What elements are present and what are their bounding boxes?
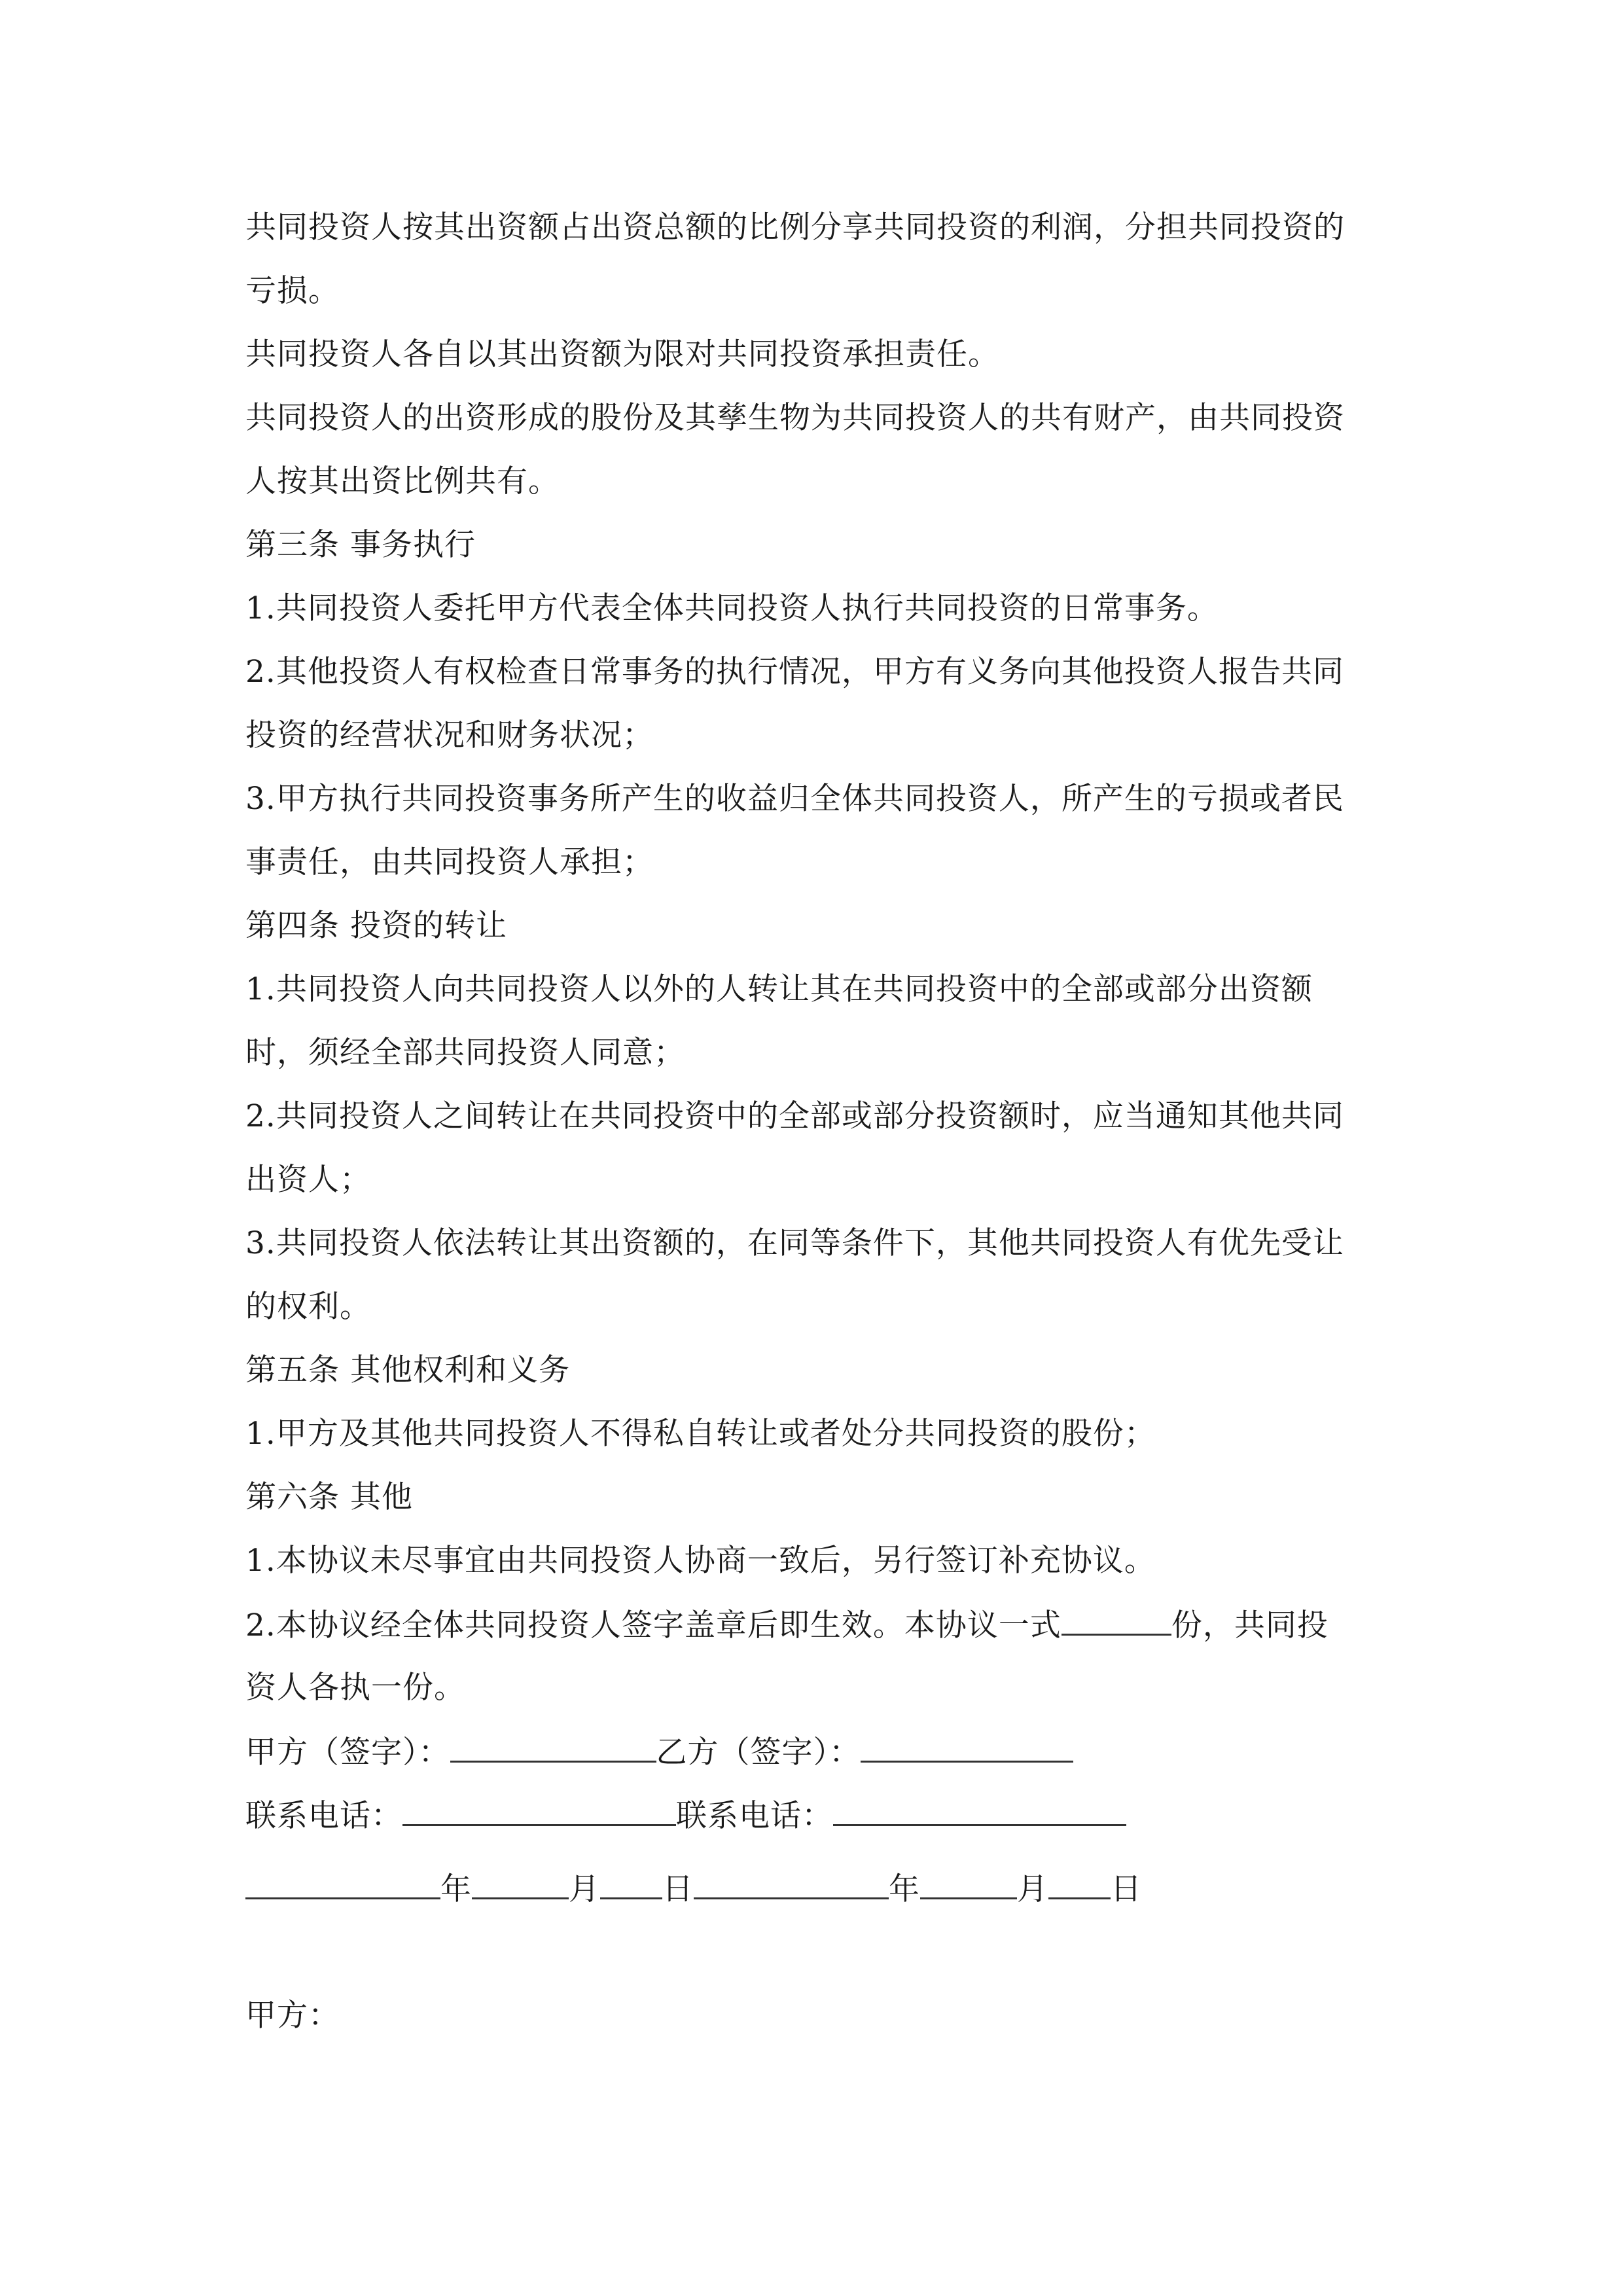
day-b-blank: [1048, 1869, 1111, 1899]
phone-line: [245, 1795, 1384, 1835]
paragraph-line: 出资人；: [245, 1162, 371, 1198]
signature-line: [245, 1732, 1384, 1771]
paragraph-line: 资人各执一份。: [245, 1670, 465, 1706]
year-b-blank: [694, 1869, 889, 1899]
paragraph-line: 1.甲方及其他共同投资人不得私自转让或者处分共同投资的股份；: [245, 1416, 1156, 1452]
month-a-blank: [472, 1869, 569, 1899]
year-a-label: 年: [440, 1871, 472, 1907]
paragraph-line: 1.共同投资人向共同投资人以外的人转让其在共同投资中的全部或部分出资额: [245, 971, 1313, 1007]
copies-blank: [1061, 1605, 1171, 1636]
party-b-sign-label: 乙方（签字）：: [656, 1734, 861, 1770]
paragraph-line: 3.共同投资人依法转让其出资额的，在同等条件下，其他共同投资人有优先受让: [245, 1225, 1344, 1261]
paragraph-line: 2.共同投资人之间转让在共同投资中的全部或部分投资额时，应当通知其他共同: [245, 1098, 1344, 1134]
party-a-sign-label: 甲方（签字）：: [245, 1734, 450, 1770]
paragraph-line: 1.本协议未尽事宜由共同投资人协商一致后，另行签订补充协议。: [245, 1543, 1156, 1579]
paragraph-line: 亏损。: [245, 273, 340, 309]
day-a-blank: [600, 1869, 662, 1899]
article-heading-4: 第四条 投资的转让: [245, 908, 507, 944]
paragraph-line: 人按其出资比例共有。: [245, 463, 560, 499]
paragraph-line: 的权利。: [245, 1289, 371, 1325]
footer-party-a: 甲方：: [245, 1998, 340, 2034]
paragraph-line: 1.共同投资人委托甲方代表全体共同投资人执行共同投资的日常事务。: [245, 590, 1219, 626]
article-heading-6: 第六条 其他: [245, 1479, 413, 1515]
date-line: [245, 1869, 1384, 1908]
month-b-label: 月: [1017, 1871, 1048, 1907]
paragraph-line: 共同投资人各自以其出资额为限对共同投资承担责任。: [245, 336, 999, 372]
paragraph-line: 共同投资人按其出资额占出资总额的比例分享共同投资的利润，分担共同投资的: [245, 209, 1345, 245]
day-a-label: 日: [662, 1871, 694, 1907]
paragraph-line: 2.其他投资人有权检查日常事务的执行情况，甲方有义务向其他投资人报告共同: [245, 654, 1344, 690]
article-heading-3: 第三条 事务执行: [245, 527, 476, 563]
paragraph-line: 时，须经全部共同投资人同意；: [245, 1035, 685, 1071]
paragraph-line: 事责任，由共同投资人承担；: [245, 844, 654, 880]
paragraph-line: 共同投资人的出资形成的股份及其孳生物为共同投资人的共有财产，由共同投资: [245, 400, 1345, 436]
year-b-label: 年: [889, 1871, 920, 1907]
month-a-label: 月: [569, 1871, 600, 1907]
phone-b-blank: [833, 1795, 1126, 1826]
copies-clause-after: 份，共同投: [1171, 1607, 1329, 1643]
paragraph-line: 投资的经营状况和财务状况；: [245, 717, 654, 753]
phone-b-label: 联系电话：: [676, 1798, 833, 1834]
year-a-blank: [245, 1869, 440, 1899]
month-b-blank: [920, 1869, 1017, 1899]
party-a-sign-blank: [450, 1732, 656, 1763]
day-b-label: 日: [1111, 1871, 1142, 1907]
phone-a-blank: [402, 1795, 676, 1826]
party-b-sign-blank: [861, 1732, 1073, 1763]
paragraph-line: 3.甲方执行共同投资事务所产生的收益归全体共同投资人，所产生的亏损或者民: [245, 781, 1344, 817]
copies-clause-before: 2.本协议经全体共同投资人签字盖章后即生效。本协议一式: [245, 1607, 1061, 1643]
article-heading-5: 第五条 其他权利和义务: [245, 1352, 570, 1388]
copies-clause: [245, 1605, 1384, 1644]
phone-a-label: 联系电话：: [245, 1798, 402, 1834]
